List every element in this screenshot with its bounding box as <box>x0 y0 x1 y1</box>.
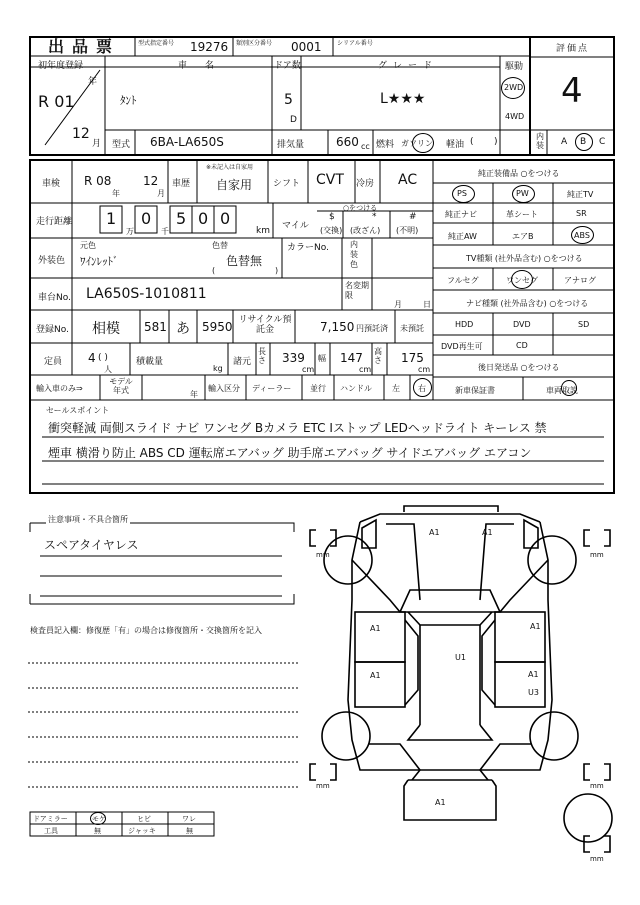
damage-mark-roof: U1 <box>455 653 466 662</box>
score-value: 4 <box>561 71 583 111</box>
later-manual: 車両取説 <box>546 386 578 395</box>
shift-label: シフト <box>273 179 301 189</box>
navi-hdd: HDD <box>455 320 474 329</box>
oem-tv: 純正TV <box>567 190 594 199</box>
oem-navi: 純正ナビ <box>445 210 477 219</box>
jack-value: 無 <box>186 827 193 835</box>
dimensions-label: 諸元 <box>233 357 252 367</box>
registration-label: 登録No. <box>36 325 69 335</box>
first-registration-label: 初年度登録 <box>38 61 84 71</box>
mileage-label: 走行距離 <box>36 217 73 227</box>
model-value: 6BA-LA650S <box>150 135 224 149</box>
damage-mark-rear-bumper: A1 <box>435 798 446 807</box>
color-no-label: カラーNo. <box>287 243 329 253</box>
mileage-star: * <box>372 212 377 222</box>
form-number: 19276 <box>190 40 229 54</box>
oem-ps-circle <box>452 185 475 203</box>
navi-cd: CD <box>516 341 528 350</box>
door-mirror-label: ドアミラー <box>33 815 68 823</box>
width-value: 147 <box>340 351 363 365</box>
repaint-label: 色替 <box>212 241 228 250</box>
inspection-era: R 08 <box>84 174 112 188</box>
height-label: 高さ <box>374 347 382 365</box>
jack-label: ジャッキ <box>128 827 156 835</box>
tire-depth-unit-rr: mm <box>590 782 604 790</box>
import-parallel: 並行 <box>310 384 326 393</box>
registration-kana: あ <box>176 321 190 337</box>
mileage-digit-1: 1 <box>106 209 117 228</box>
first-registration-era: R 01 <box>38 92 75 111</box>
damage-mark-front-right: A1 <box>482 528 493 537</box>
mileage-sen-unit: 千 <box>161 227 169 236</box>
interior-grade-a: A <box>561 137 568 147</box>
tire-depth-unit-rl: mm <box>316 782 330 790</box>
mileage-dollar: $ <box>329 212 335 222</box>
oem-abs-circle <box>571 226 594 244</box>
inspector-notes-label: 検査員記入欄：修復歴「有」の場合は修復箇所・交換箇所を記入 <box>30 626 262 635</box>
notes-line-1: スペアタイヤレス <box>44 538 139 552</box>
inspection-month-unit: 月 <box>157 189 165 198</box>
car-name-label: 車名 <box>178 61 233 71</box>
mileage-digit-5: 0 <box>220 209 231 228</box>
sales-point-label: セールスポイント <box>46 406 110 415</box>
repaint-value: 色替無 <box>226 254 263 268</box>
mileage-star-sub: (改ざん) <box>350 226 381 235</box>
height-value: 175 <box>401 351 424 365</box>
class-number-label: 類別区分番号 <box>236 40 273 47</box>
recycle-label: リサイクル預託金 <box>238 315 292 335</box>
import-only-label: 輸入車のみ⇒ <box>36 384 83 393</box>
repaint-paren-close: ) <box>275 266 279 275</box>
inspection-label: 車検 <box>42 179 61 189</box>
name-change-deadline-label: 名変期限 <box>345 281 369 300</box>
door-mirror-broken: ワレ <box>182 815 196 823</box>
capacity-paren: ( ) <box>98 353 108 363</box>
form-number-label: 型式指定番号 <box>138 40 175 47</box>
mileage-km-unit: km <box>256 226 270 236</box>
ac-value: AC <box>398 172 418 188</box>
ac-label: 冷房 <box>356 179 375 189</box>
interior-label: 内装 <box>536 132 544 150</box>
serial-label: シリアル番号 <box>337 40 373 47</box>
width-unit: cm <box>359 365 372 374</box>
tools-label: 工具 <box>44 827 58 835</box>
mileage-digit-4: 0 <box>198 209 209 228</box>
handle-label: ハンドル <box>340 384 372 393</box>
mileage-hash-sub: (不明) <box>396 226 419 235</box>
deadline-day-unit: 日 <box>423 300 431 309</box>
damage-mark-left-front-door: A1 <box>370 624 381 633</box>
handle-right: 右 <box>418 384 426 393</box>
navi-sd: SD <box>578 320 590 329</box>
sales-point-line-1: 衝突軽減 両側スライド ナビ ワンセグ Bカメラ ETC Iストップ LEDヘッドライト キーレス 禁 <box>48 421 547 435</box>
drive-4wd: 4WD <box>505 112 525 121</box>
notes-label: 注意事項・不具合箇所 <box>48 515 128 524</box>
chassis-value: LA650S-1010811 <box>86 286 207 302</box>
oem-airbag: エアB <box>512 232 534 241</box>
mileage-digit-3: 5 <box>176 209 187 228</box>
navi-dvd-playable: DVD再生可 <box>441 342 483 351</box>
oem-aw: 純正AW <box>448 232 477 241</box>
length-value: 339 <box>282 351 305 365</box>
fuel-gasoline-circle <box>412 133 434 153</box>
interior-grade-b: B <box>580 137 587 147</box>
mileage-man-unit: 万 <box>126 227 134 236</box>
tv-type-title: TV種類 (社外品含む) ○をつける <box>466 254 583 263</box>
handle-left: 左 <box>392 384 400 393</box>
score-label: 評価点 <box>556 44 590 54</box>
damage-mark-right-rear-door: A1 <box>528 670 539 679</box>
drive-2wd-circle <box>501 77 525 99</box>
displacement-label: 排気量 <box>277 140 305 150</box>
tools-value: 無 <box>94 827 101 835</box>
model-label: 型式 <box>112 140 131 150</box>
registration-number: 5950 <box>202 320 233 334</box>
tv-analog: アナログ <box>564 276 596 285</box>
displacement-value: 660 <box>336 135 359 149</box>
history-value: 自家用 <box>216 178 253 192</box>
tire-depth-unit-fr: mm <box>590 551 604 559</box>
fuel-label: 燃料 <box>376 140 395 150</box>
mileage-hash: # <box>409 212 417 222</box>
recycle-unit: 円預託済 <box>356 324 388 333</box>
sales-point-line-2: 煙車 横滑り防止 ABS CD 運転席エアバッグ 助手席エアバッグ サイドエアバッグ エアコン <box>48 446 532 460</box>
recycle-unpaid: 未預託 <box>400 324 424 333</box>
load-label: 積載量 <box>136 357 164 367</box>
original-color-value: ﾜｲﾝﾚｯﾄﾞ <box>80 255 119 268</box>
drive-label: 駆動 <box>505 62 524 72</box>
interior-grade-c: C <box>599 137 606 147</box>
navi-dvd: DVD <box>513 320 531 329</box>
recycle-amount: 7,150 <box>320 320 355 334</box>
year-unit: 年 <box>88 77 98 87</box>
fuel-paren-open: ( <box>470 137 474 147</box>
oem-leather: 革シート <box>506 210 538 219</box>
door-type: D <box>290 115 297 125</box>
grade-value: L★★★ <box>380 91 426 107</box>
mileage-check-label: ○をつける <box>343 204 378 212</box>
class-number: 0001 <box>291 40 322 54</box>
capacity-label: 定員 <box>44 357 63 367</box>
damage-mark-left-rear-door: A1 <box>370 671 381 680</box>
oem-ps: PS <box>457 189 467 198</box>
door-count-label: ドア数 <box>274 61 301 71</box>
door-mirror-moge-circle <box>90 812 106 825</box>
model-year-unit: 年 <box>190 390 198 399</box>
oem-pw: PW <box>516 189 529 198</box>
form-title: 出品票 <box>48 37 121 56</box>
inspection-year-unit: 年 <box>112 189 120 198</box>
import-type-label: 輸入区分 <box>208 384 240 393</box>
door-mirror-crack: ヒビ <box>137 815 151 823</box>
handle-right-circle <box>413 378 432 397</box>
first-registration-month: 12 <box>72 126 90 142</box>
mileage-dollar-sub: (交換) <box>320 226 343 235</box>
registration-area: 相模 <box>92 321 120 337</box>
mile-label: マイル <box>282 221 309 231</box>
fuel-diesel: 軽油 <box>446 140 465 150</box>
oem-pw-circle <box>512 185 535 203</box>
registration-class: 581 <box>144 320 167 334</box>
tv-oneseg-circle <box>511 270 533 289</box>
length-label: 長さ <box>258 347 266 365</box>
drive-2wd: 2WD <box>504 83 524 92</box>
chassis-label: 車台No. <box>38 293 71 303</box>
fuel-paren-close: ) <box>494 137 498 147</box>
deadline-month-unit: 月 <box>394 300 402 309</box>
length-unit: cm <box>302 365 315 374</box>
later-manual-circle <box>561 380 577 396</box>
tire-depth-unit-fl: mm <box>316 551 330 559</box>
mileage-digit-2: 0 <box>141 209 152 228</box>
exterior-color-label: 外装色 <box>38 256 66 266</box>
model-year-label: モデル年式 <box>109 377 133 395</box>
later-shipment-title: 後日発送品 ○をつける <box>478 363 560 372</box>
tv-oneseg: ワンセグ <box>506 276 538 285</box>
shift-value: CVT <box>316 172 344 188</box>
damage-mark-right-front-door: A1 <box>530 622 541 631</box>
oem-abs: ABS <box>574 231 590 240</box>
damage-mark-right-rear-door-2: U3 <box>528 688 539 697</box>
door-count: 5 <box>284 92 293 108</box>
history-label: 車歴 <box>172 179 191 189</box>
capacity-value: 4 <box>88 351 96 365</box>
original-color-label: 元色 <box>80 241 96 250</box>
repaint-paren-open: ( <box>212 266 216 275</box>
damage-mark-front-left: A1 <box>429 528 440 537</box>
height-unit: cm <box>418 365 431 374</box>
width-label: 幅 <box>318 354 326 363</box>
month-unit: 月 <box>92 139 102 149</box>
capacity-unit: 人 <box>104 365 112 374</box>
interior-grade-b-circle <box>575 133 593 151</box>
door-mirror-moge: モゲ <box>92 815 106 823</box>
displacement-unit: cc <box>361 142 370 151</box>
history-note: ※未記入は自家用 <box>206 164 254 171</box>
interior-color-label: 内装色 <box>350 240 358 269</box>
import-dealer: ディーラー <box>252 384 292 393</box>
oem-sr: SR <box>576 209 587 218</box>
oem-equipment-title: 純正装備品 ○をつける <box>478 169 560 178</box>
later-warranty: 新車保証書 <box>455 386 495 395</box>
navi-type-title: ナビ種類 (社外品含む) ○をつける <box>466 299 589 308</box>
grade-label: グレード <box>378 61 439 71</box>
load-unit: kg <box>213 364 223 373</box>
car-name: ﾀﾝﾄ <box>120 94 137 107</box>
fuel-gasoline: ガソリン <box>401 139 433 148</box>
inspection-month: 12 <box>143 174 159 188</box>
tire-depth-unit-spare: mm <box>590 855 604 863</box>
tv-fullseg: フルセグ <box>447 276 479 285</box>
